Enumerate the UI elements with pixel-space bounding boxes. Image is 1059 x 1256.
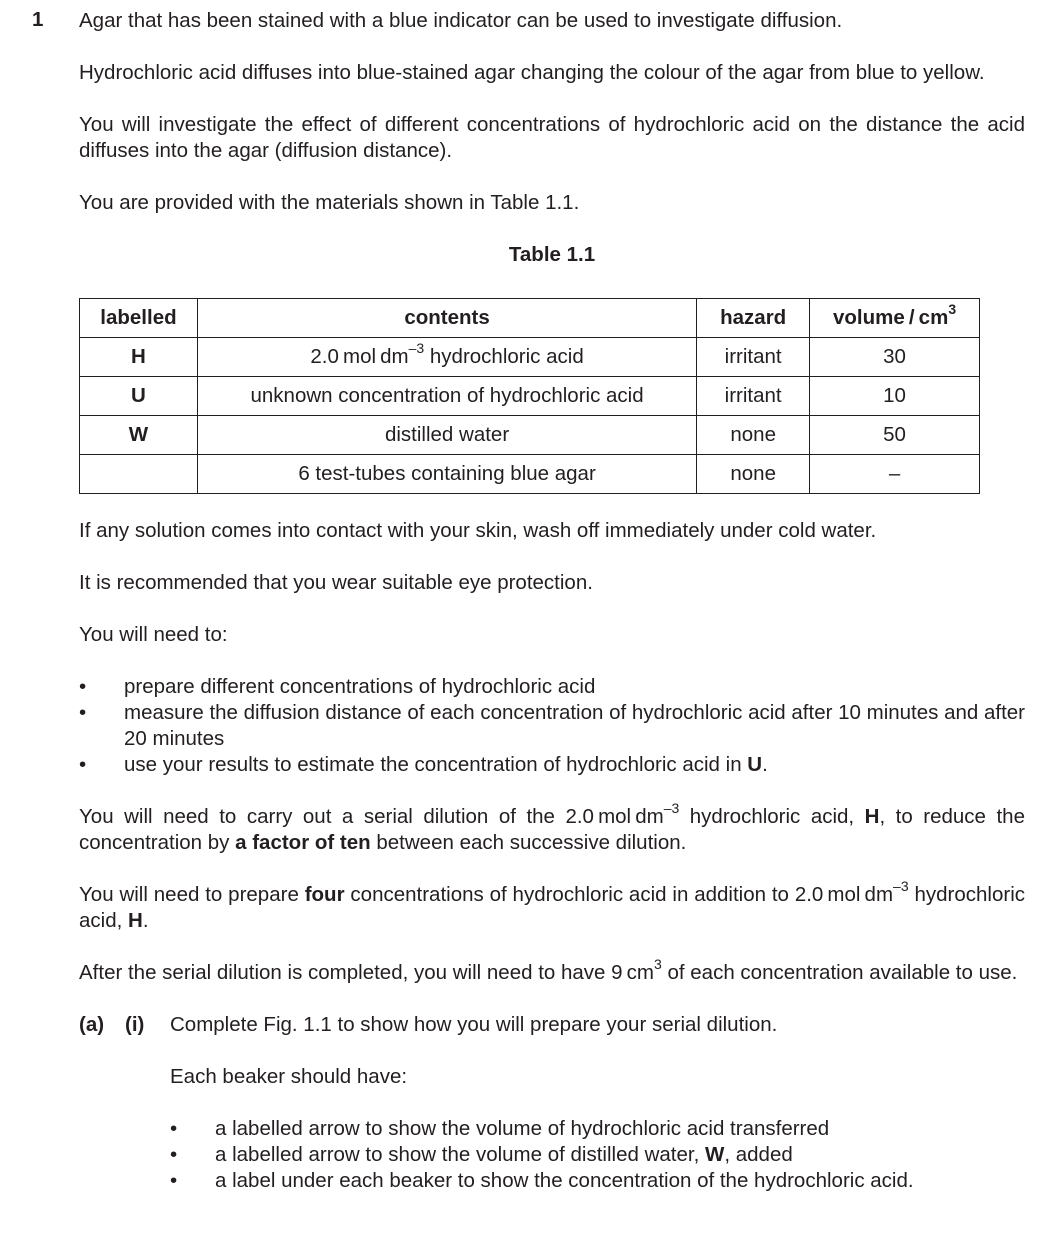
tasks-list: [79, 674, 1025, 778]
header-volume: volume / $cm^3$: [810, 299, 980, 338]
question-number: 1: [32, 8, 44, 31]
list-item: • a label under each beaker to show the concentration of the hydrochloric acid.: [170, 1168, 1025, 1194]
cell-hazard: irritant: [697, 338, 810, 377]
table-row: [80, 416, 980, 455]
cell-hazard: irritant: [697, 377, 810, 416]
para-investigation: You will investigate the effect of different concentrations of hydrochloric acid on the distance the acid diffuses into the agar (diffusion distance).: [79, 113, 1025, 162]
table-header-row: [80, 299, 980, 338]
intro-text: Agar that has been stained with a blue indicator can be used to investigate diffusion.: [79, 9, 843, 32]
cell-labelled: W: [80, 416, 198, 455]
dilution-para-3: After the serial dilution is completed, you will need to have 9 $cm^3$ of each concentration available to use.: [79, 956, 1018, 984]
header-contents: contents: [197, 299, 696, 338]
each-beaker-text: Each beaker should have:: [170, 1065, 408, 1088]
cell-labelled: [80, 455, 198, 494]
cell-contents: 6 test-tubes containing blue agar: [197, 455, 696, 494]
header-labelled: labelled: [80, 299, 198, 338]
part-a-sub-label: (i): [125, 1013, 145, 1036]
cell-volume: 50: [810, 416, 980, 455]
list-item: • prepare different concentrations of hydrochloric acid: [79, 674, 1025, 700]
cell-volume: 10: [810, 377, 980, 416]
part-a-label: (a): [79, 1013, 105, 1036]
table-row: [80, 377, 980, 416]
cell-hazard: none: [697, 416, 810, 455]
dilution-para-1: You will need to carry out a serial dilution of the 2.0 mol $dm^{-3}$ hydrochloric acid, H, to reduce the concentration by a factor of ten between each successive dilution.: [79, 800, 1025, 854]
cell-labelled: H: [80, 338, 198, 377]
beaker-requirements-list: [79, 1116, 1025, 1194]
cell-volume: 30: [810, 338, 980, 377]
tasks-heading: You will need to:: [79, 623, 228, 646]
table-row: [80, 338, 980, 377]
list-item: • a labelled arrow to show the volume of hydrochloric acid transferred: [170, 1116, 1025, 1142]
list-item: • measure the diffusion distance of each concentration of hydrochloric acid after 10 minutes and after 20 minutes: [79, 700, 1025, 752]
cell-contents: unknown concentration of hydrochloric acid: [197, 377, 696, 416]
materials-table: [79, 298, 980, 494]
header-hazard: hazard: [697, 299, 810, 338]
para-diffusion: Hydrochloric acid diffuses into blue-stained agar changing the colour of the agar from blue to yellow.: [79, 61, 985, 84]
table-caption: Table 1.1: [508, 243, 596, 266]
part-a-instruction: Complete Fig. 1.1 to show how you will prepare your serial dilution.: [170, 1013, 778, 1036]
question-body: [79, 8, 1025, 1194]
para-materials: You are provided with the materials shown in Table 1.1.: [79, 191, 580, 214]
list-item: • a labelled arrow to show the volume of distilled water, W, added: [170, 1142, 1025, 1168]
cell-labelled: U: [80, 377, 198, 416]
safety-eyes: It is recommended that you wear suitable eye protection.: [79, 571, 593, 594]
cell-volume: –: [810, 455, 980, 494]
list-item: • use your results to estimate the concentration of hydrochloric acid in U.: [79, 752, 1025, 778]
table-row: [80, 455, 980, 494]
cell-contents: distilled water: [197, 416, 696, 455]
part-a-heading: [79, 1012, 1025, 1038]
dilution-para-2: You will need to prepare four concentrations of hydrochloric acid in addition to 2.0 mol $dm^{-3}$ hydrochloric acid, H.: [79, 878, 1025, 932]
cell-contents: 2.0 mol $dm^{-3}$ hydrochloric acid: [197, 338, 696, 377]
cell-hazard: none: [697, 455, 810, 494]
safety-skin: If any solution comes into contact with your skin, wash off immediately under cold water.: [79, 519, 877, 542]
